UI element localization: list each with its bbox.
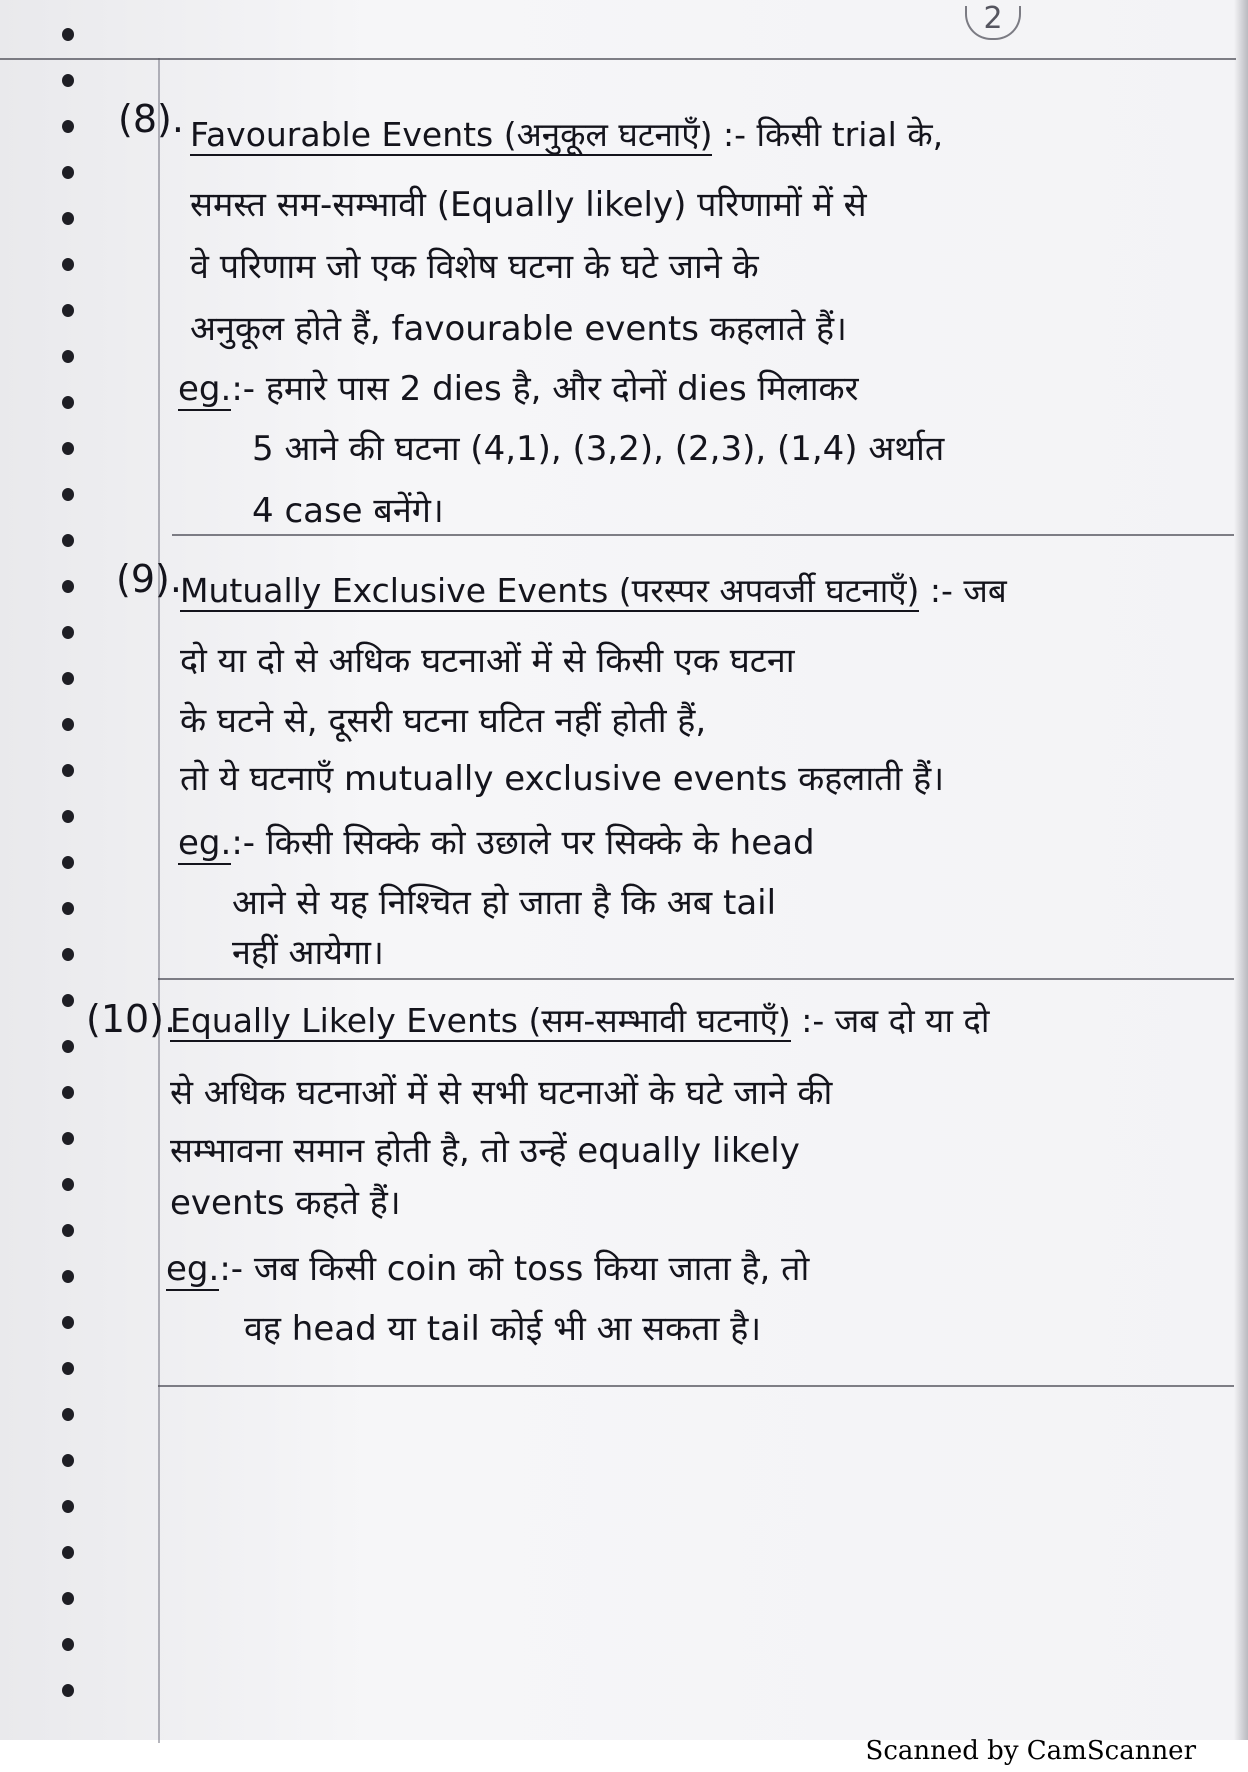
spiral-hole [62, 166, 74, 179]
example-line: वह head या tail कोई भी आ सकता है। [244, 1309, 762, 1349]
example-line [166, 1249, 810, 1289]
spiral-hole [62, 1040, 74, 1053]
spiral-hole [62, 1454, 74, 1467]
page-edge-shadow [1234, 0, 1248, 1740]
spiral-hole [62, 534, 74, 547]
spiral-hole [62, 442, 74, 455]
spiral-hole [62, 1178, 74, 1191]
example-line [178, 823, 815, 863]
body-line: events कहते हैं। [170, 1183, 401, 1223]
spiral-hole [62, 350, 74, 363]
body-line: दो या दो से अधिक घटनाओं में से किसी एक घटना [180, 641, 795, 681]
spiral-hole [62, 1362, 74, 1375]
spiral-hole [62, 212, 74, 225]
spiral-hole [62, 1224, 74, 1237]
section-number: (9). [116, 557, 182, 601]
spiral-hole [62, 258, 74, 271]
ruled-line [158, 978, 1234, 980]
section-heading-text: Favourable Events (अनुकूल घटनाएँ) [190, 115, 713, 154]
body-line: तो ये घटनाएँ mutually exclusive events कहलाती हैं। [180, 759, 945, 799]
example-label: eg. [178, 369, 232, 409]
section-number: (8). [118, 97, 184, 141]
example-text: :- हमारे पास 2 dies है, और दोनों dies मिलाकर [231, 369, 859, 409]
spiral-hole [62, 120, 74, 133]
spiral-hole [62, 304, 74, 317]
section-heading-suffix: :- जब [929, 571, 1007, 610]
example-line: 4 case बनेंगे। [252, 491, 444, 531]
spiral-hole [62, 1086, 74, 1099]
spiral-hole [62, 1270, 74, 1283]
example-line: आने से यह निश्चित हो जाता है कि अब tail [232, 883, 777, 923]
spiral-hole [62, 1316, 74, 1329]
ruled-line [158, 1385, 1234, 1387]
section-number: (10). [86, 997, 177, 1041]
section-heading [170, 1001, 990, 1040]
spiral-hole [62, 396, 74, 409]
section-heading-suffix: :- जब दो या दो [801, 1001, 990, 1040]
page-number: 2 [965, 6, 1021, 40]
body-line: के घटने से, दूसरी घटना घटित नहीं होती हैं, [180, 701, 707, 741]
spiral-hole [62, 74, 74, 87]
spiral-hole [62, 1684, 74, 1697]
spiral-hole [62, 28, 74, 41]
spiral-hole [62, 856, 74, 869]
body-line: अनुकूल होते हैं, favourable events कहलाते हैं। [190, 309, 847, 349]
spiral-hole [62, 1132, 74, 1145]
example-line [178, 369, 859, 409]
margin-line [158, 58, 160, 1743]
section-heading-text: Equally Likely Events (सम-सम्भावी घटनाएँ) [170, 1001, 791, 1040]
spiral-hole [62, 1638, 74, 1651]
spiral-hole [62, 580, 74, 593]
example-label: eg. [178, 823, 232, 863]
example-text: :- किसी सिक्के को उछाले पर सिक्के के head [231, 823, 815, 863]
spiral-hole [62, 718, 74, 731]
section-heading-suffix: :- किसी trial के, [722, 115, 944, 154]
spiral-hole [62, 764, 74, 777]
spiral-hole [62, 488, 74, 501]
example-label: eg. [166, 1249, 220, 1289]
section-heading [180, 571, 1007, 610]
example-text: :- जब किसी coin को toss किया जाता है, तो [219, 1249, 810, 1289]
spiral-hole [62, 810, 74, 823]
scanner-watermark: Scanned by CamScanner [865, 1736, 1196, 1766]
spiral-hole [62, 626, 74, 639]
spiral-hole [62, 1592, 74, 1605]
ruled-line [172, 534, 1234, 536]
spiral-hole [62, 1546, 74, 1559]
spiral-hole [62, 948, 74, 961]
body-line: समस्त सम-सम्भावी (Equally likely) परिणामों में से [190, 185, 867, 225]
spiral-hole [62, 672, 74, 685]
ruled-line [0, 58, 1236, 60]
example-line: नहीं आयेगा। [232, 933, 384, 973]
section-heading-text: Mutually Exclusive Events (परस्पर अपवर्जी घटनाएँ) [180, 571, 920, 610]
spiral-hole [62, 902, 74, 915]
spiral-hole [62, 1500, 74, 1513]
section-heading [190, 115, 944, 154]
body-line: सम्भावना समान होती है, तो उन्हें equally likely [170, 1131, 800, 1171]
spiral-hole [62, 1408, 74, 1421]
spiral-hole [62, 994, 74, 1007]
body-line: वे परिणाम जो एक विशेष घटना के घटे जाने के [190, 247, 759, 287]
example-line: 5 आने की घटना (4,1), (3,2), (2,3), (1,4) अर्थात [252, 429, 945, 469]
body-line: से अधिक घटनाओं में से सभी घटनाओं के घटे जाने की [170, 1073, 833, 1113]
